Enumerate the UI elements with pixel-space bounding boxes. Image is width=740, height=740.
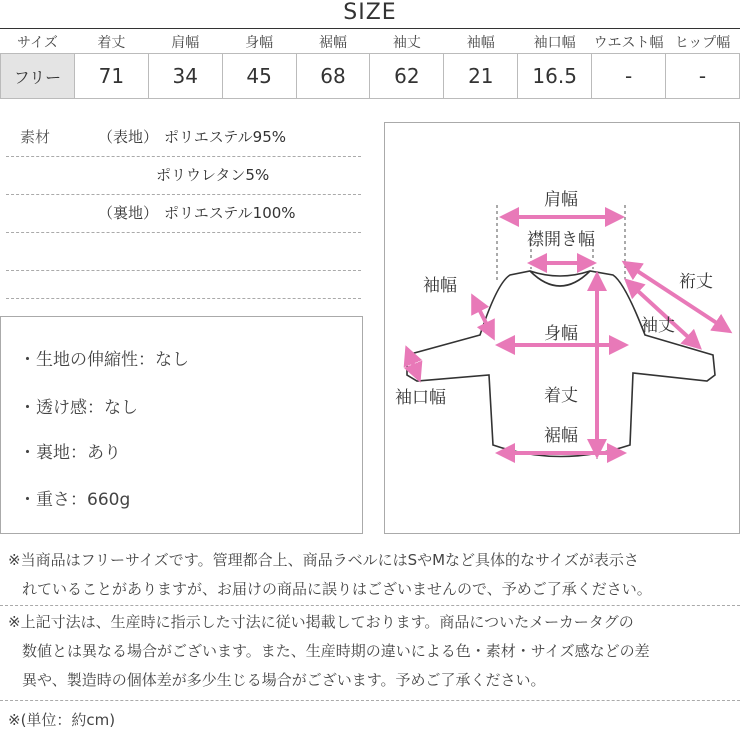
header-length: 着丈 [97,35,126,51]
lining-fabric-1: ポリエステル100% [164,204,296,222]
material-label: 素材 [20,128,51,146]
label-sleeve-length: 袖丈 [641,316,675,336]
value-length: 71 [74,54,148,99]
outer-fabric-2: ポリウレタン5% [156,166,270,184]
value-shoulder: 34 [148,54,222,99]
properties-box [0,316,363,534]
property-lining: ・裏地：あり [19,443,121,463]
label-sleeve-width: 袖幅 [423,276,457,296]
header-hem-width: 裾幅 [319,35,347,51]
note-line: ※上記寸法は、生産時に指示した寸法に従い掲載しております。商品についたメーカータグの [8,613,634,631]
header-cuff-width: 袖口幅 [533,35,576,51]
note-divider [0,700,740,701]
sleeve-width-arrow [473,297,493,337]
size-table [0,31,740,99]
value-cuff-width: 16.5 [518,54,592,99]
header-waist-width: ウエスト幅 [593,35,664,51]
outer-fabric-label: （表地） [98,128,159,146]
size-table-row [1,54,740,99]
note-line: ※当商品はフリーサイズです。管理都合上、商品ラベルにはSやMなど具体的なサイズが表示さ [8,551,639,569]
material-row [6,118,361,157]
label-shoulder: 肩幅 [544,190,578,210]
property-stretch: ・生地の伸縮性：なし [19,350,189,370]
header-shoulder: 肩幅 [171,35,200,51]
header-sleeve-width: 袖幅 [466,35,495,51]
label-neck: 襟開き幅 [527,230,595,250]
size-table-header [1,31,740,54]
header-size: サイズ [17,35,58,51]
material-row [6,194,361,233]
label-body-width: 身幅 [544,324,578,344]
outer-fabric-1: ポリエステル95% [164,128,286,146]
lining-label: （裏地） [98,204,159,222]
note-divider [0,605,740,606]
header-body-width: 身幅 [245,35,274,51]
value-sleeve-length: 62 [370,54,444,99]
label-length: 着丈 [544,386,578,406]
value-hem-width: 68 [296,54,370,99]
note-line: 異や、製造時の個体差が多少生じる場合がございます。予めご了承ください。 [22,671,546,689]
size-title: SIZE [343,0,397,25]
property-sheerness: ・透け感：なし [19,398,138,418]
label-cuff: 袖口幅 [395,388,446,408]
note-line: れていることがありますが、お届けの商品に誤りはございませんので、予めご了承ください。 [22,580,652,598]
label-hem: 裾幅 [544,426,578,446]
property-weight: ・重さ：660g [19,490,131,510]
value-hip-width: - [666,54,740,99]
material-row [6,260,361,299]
note-line: 数値とは異なる場合がございます。また、生産時期の違いによる色・素材・サイズ感などの差 [22,642,650,660]
header-hip-width: ヒップ幅 [674,35,731,51]
measurement-diagram [384,122,740,534]
header-sleeve-length: 袖丈 [392,35,421,51]
label-yuki: 裄丈 [679,272,713,292]
unit-note: ※(単位：約cm) [8,711,116,729]
material-row [6,156,361,195]
row-size-free: フリー [1,54,75,99]
title-divider [0,28,740,29]
value-waist-width: - [592,54,666,99]
value-sleeve-width: 21 [444,54,518,99]
garment-diagram [385,123,739,533]
value-body-width: 45 [222,54,296,99]
